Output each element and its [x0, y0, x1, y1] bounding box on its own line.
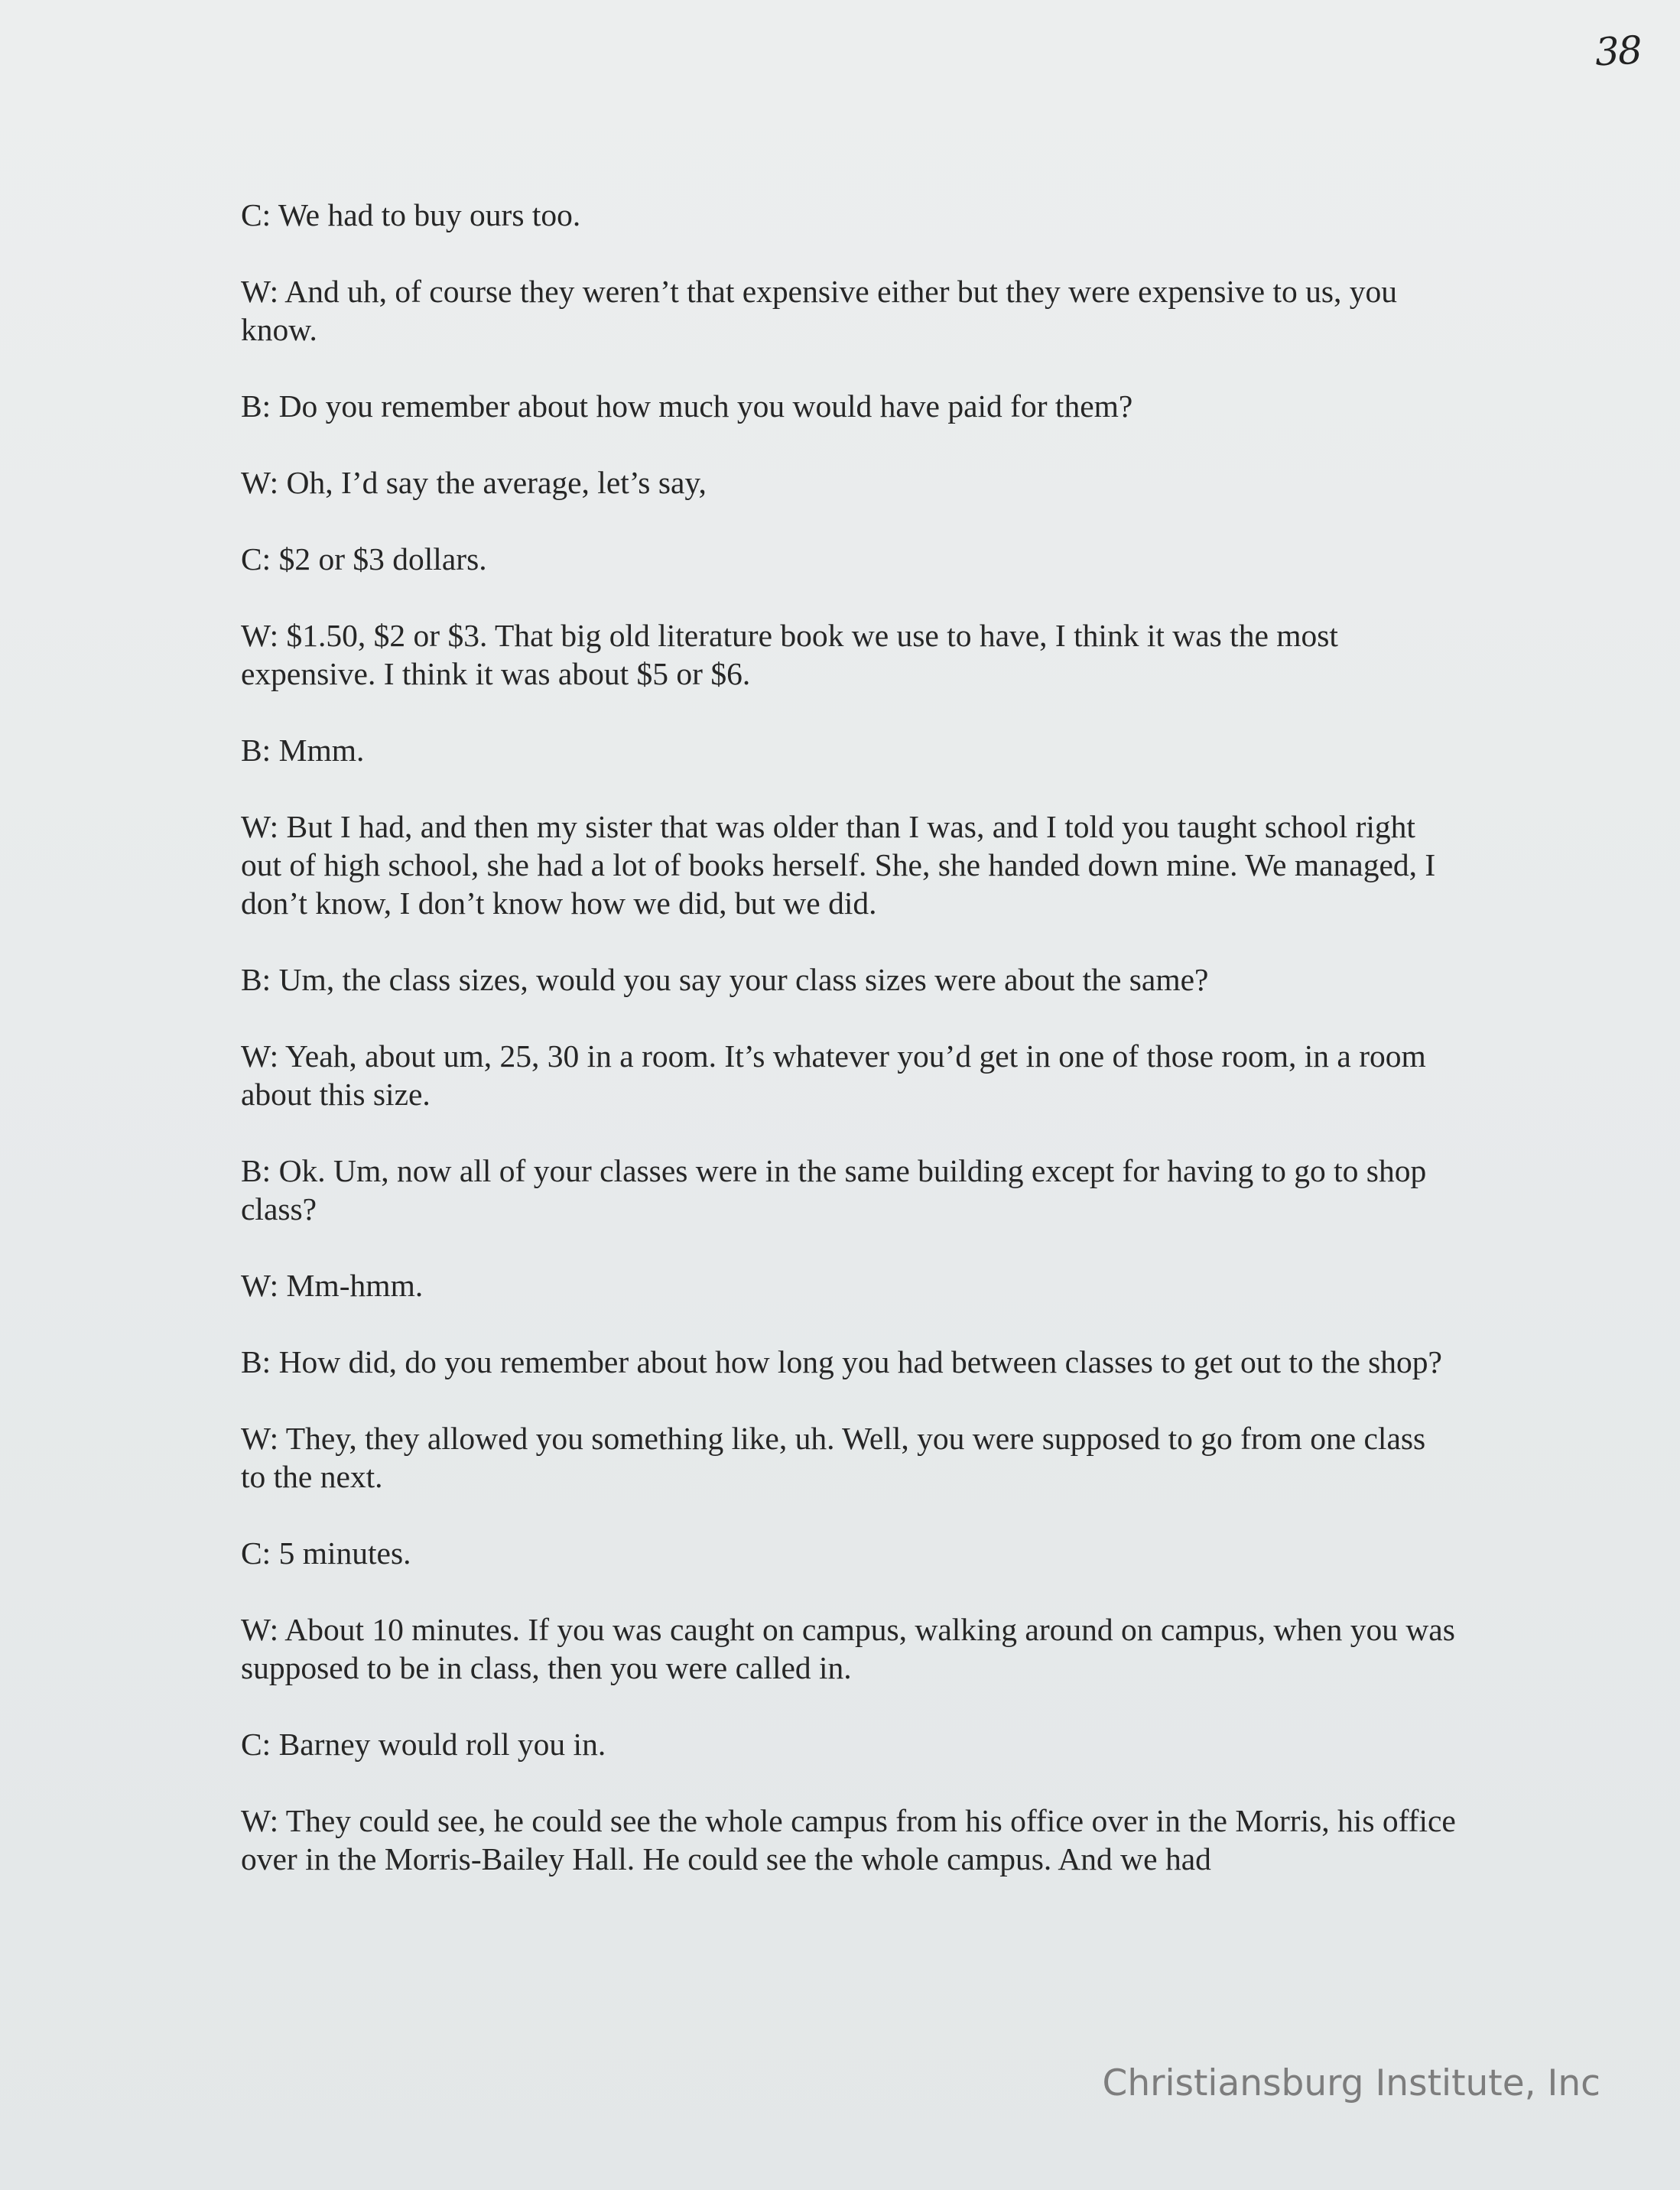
- transcript-paragraph: W: They, they allowed you something like, uh. Well, you were supposed to go from one class to the next.: [241, 1421, 1426, 1494]
- watermark-text: Christiansburg Institute, Inc: [1102, 2062, 1600, 2104]
- transcript-paragraph: W: $1.50, $2 or $3. That big old literature book we use to have, I think it was the most expensive. I think it was about $5 or $6.: [241, 618, 1338, 691]
- transcript-paragraph: B: How did, do you remember about how long you had between classes to get out to the shop?: [241, 1344, 1442, 1379]
- transcript-paragraph: C: Barney would roll you in.: [241, 1727, 606, 1762]
- transcript-paragraph: B: Do you remember about how much you would have paid for them?: [241, 388, 1133, 424]
- transcript-paragraph: C: 5 minutes.: [241, 1535, 411, 1571]
- transcript-paragraph: W: But I had, and then my sister that was older than I was, and I told you taught school right out of high school, she had a lot of books herself. She, she handed down mine. We managed, I don’t know, I don’t know how we did, but we did.: [241, 809, 1436, 921]
- transcript-paragraph: C: $2 or $3 dollars.: [241, 541, 487, 577]
- page-number: 38: [1594, 28, 1643, 75]
- transcript-paragraph: W: Mm-hmm.: [241, 1268, 424, 1303]
- transcript-paragraph: W: About 10 minutes. If you was caught on campus, walking around on campus, when you was supposed to be in class, then you were called in.: [241, 1612, 1455, 1685]
- transcript-paragraph: W: Oh, I’d say the average, let’s say,: [241, 465, 707, 500]
- transcript-body: [241, 196, 1457, 1916]
- transcript-paragraph: W: Yeah, about um, 25, 30 in a room. It’s whatever you’d get in one of those room, in a room about this size.: [241, 1038, 1426, 1112]
- transcript-paragraph: W: And uh, of course they weren’t that expensive either but they were expensive to us, you know.: [241, 274, 1398, 347]
- transcript-paragraph: C: We had to buy ours too.: [241, 197, 581, 232]
- transcript-paragraph: B: Um, the class sizes, would you say your class sizes were about the same?: [241, 962, 1209, 997]
- transcript-paragraph: B: Mmm.: [241, 733, 365, 768]
- transcript-paragraph: B: Ok. Um, now all of your classes were in the same building except for having to go to shop class?: [241, 1153, 1427, 1227]
- transcript-paragraph: W: They could see, he could see the whole campus from his office over in the Morris, his office over in the Morris-Bailey Hall. He could see the whole campus. And we had: [241, 1803, 1456, 1876]
